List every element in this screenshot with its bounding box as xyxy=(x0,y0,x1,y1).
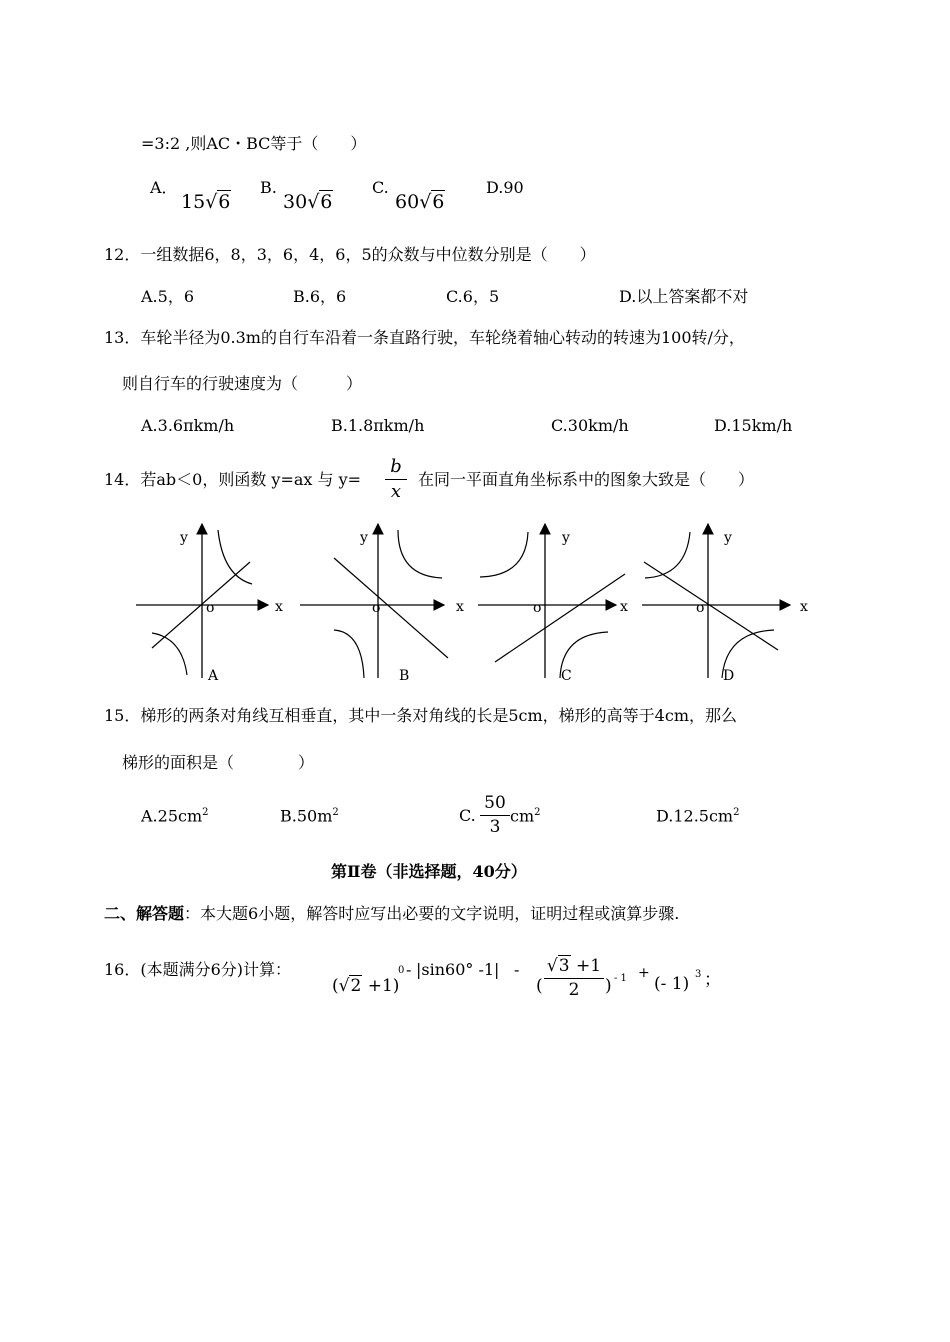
q13-option-b: B.1.8πkm/h xyxy=(331,416,425,435)
q12-stem: 12．一组数据6，8，3，6，4，6，5的众数与中位数分别是（ ） xyxy=(104,245,596,264)
graph-d-line xyxy=(644,562,778,650)
q11-option-d: D.90 xyxy=(486,178,524,197)
graph-c xyxy=(478,524,628,684)
graph-d-label: D xyxy=(723,668,735,684)
q11-option-a-value: 15√6 xyxy=(181,191,231,213)
graph-c-y-label: y xyxy=(562,530,570,546)
q16-expression xyxy=(332,958,732,1014)
graph-c-hyperbola-q2 xyxy=(480,532,528,577)
q16-minus-1: - xyxy=(406,960,412,979)
graph-b-hyperbola-q3 xyxy=(334,630,364,678)
q13-stem-line2: 则自行车的行驶速度为（ ） xyxy=(122,374,363,393)
graph-b-x-label: x xyxy=(456,599,464,615)
q11-option-b-value: 30√6 xyxy=(283,191,333,213)
graph-b-y-label: y xyxy=(360,530,368,546)
q11-option-c-value: 60√6 xyxy=(395,191,445,213)
graph-a-x-label: x xyxy=(275,599,283,615)
graph-d-origin-label: o xyxy=(696,600,705,616)
graph-d-y-label: y xyxy=(724,530,732,546)
q15-option-a: $A.25cm^2$ xyxy=(141,806,209,826)
q13-option-d: D.15km/h xyxy=(714,416,793,435)
graph-b xyxy=(300,524,464,684)
q16-term2-fraction: √3 +1 2 xyxy=(544,958,604,999)
graph-b-label: B xyxy=(399,668,410,684)
q14-fraction: b x xyxy=(385,458,407,501)
q12-option-b: B.6，6 xyxy=(293,287,347,306)
graph-b-hyperbola-q1 xyxy=(398,530,442,578)
section-2-title: 第Ⅱ卷（非选择题，40分） xyxy=(331,862,527,881)
graph-a-y-label: y xyxy=(180,530,188,546)
q14-stem-post: 在同一平面直角坐标系中的图象大致是（ ） xyxy=(418,470,755,489)
q13-option-c: C.30km/h xyxy=(551,416,629,435)
q13-option-a: A.3.6πkm/h xyxy=(141,416,235,435)
graph-d xyxy=(642,524,808,684)
q15-stem-line2: 梯形的面积是（ ） xyxy=(122,753,315,772)
q16-term2-exponent: - 1 xyxy=(614,973,627,984)
q16-end-punctuation: ； xyxy=(704,970,721,990)
q11-continuation: =3:2 ,则AC・BC等于（ ） xyxy=(141,134,367,153)
graph-a-label: A xyxy=(208,668,219,684)
graph-c-origin-label: o xyxy=(533,600,542,616)
q16-term1-exponent: 0 xyxy=(398,965,405,976)
q16-term3: (- 1) xyxy=(654,974,690,994)
q12-option-d: D.以上答案都不对 xyxy=(619,287,749,306)
q16-stem: 16．(本题满分6分)计算： xyxy=(104,960,292,979)
q16-term2-close: ) xyxy=(605,976,612,996)
q11-option-a-label: A． xyxy=(150,178,178,197)
graph-c-line xyxy=(495,574,625,662)
q16-plus: + xyxy=(638,965,650,981)
q15-option-d: $D.12.5cm^2$ xyxy=(656,806,740,826)
graph-a-hyperbola-q3 xyxy=(152,633,187,675)
graph-b-origin-label: o xyxy=(372,600,381,616)
graph-d-x-label: x xyxy=(800,599,808,615)
graph-d-hyperbola-q2 xyxy=(645,532,690,578)
q15-option-c-unit: $cm^2$ xyxy=(510,806,541,826)
graph-a-origin-label: o xyxy=(206,600,215,616)
section-2-instructions: 二、解答题：本大题6小题，解答时应写出必要的文字说明，证明过程或演算步骤. xyxy=(104,904,680,923)
q12-option-a: A.5，6 xyxy=(141,287,195,306)
q12-option-c: C.6，5 xyxy=(446,287,500,306)
q13-stem-line1: 13．车轮半径为0.3m的自行车沿着一条直路行驶，车轮绕着轴心转动的转速为100转/分， xyxy=(104,328,745,347)
q14-graphs xyxy=(130,518,810,688)
q14-stem-pre: 14．若ab＜0，则函数 y=ax 与 y= xyxy=(104,470,362,489)
q16-abs-term: |sin60° -1| xyxy=(416,960,500,979)
q15-option-c-label: C. xyxy=(459,806,476,825)
q15-stem-line1: 15．梯形的两条对角线互相垂直，其中一条对角线的长是5cm，梯形的高等于4cm，那么 xyxy=(104,706,737,725)
graph-c-label: C xyxy=(561,668,572,684)
q16-term2-open: ( xyxy=(536,976,543,996)
q16-minus-2: - xyxy=(514,960,520,979)
graph-a xyxy=(136,524,283,684)
graph-b-line xyxy=(334,558,448,658)
q15-option-b: $B.50m^2$ xyxy=(280,806,339,826)
q11-option-c-label: C. xyxy=(372,178,389,197)
q16-term3-exponent: 3 xyxy=(695,969,702,980)
q15-option-c-fraction: 50 3 xyxy=(480,795,510,836)
graph-c-x-label: x xyxy=(620,599,628,615)
q11-option-b-label: B. xyxy=(260,178,277,197)
q16-term1: (√2 +1) xyxy=(332,976,400,996)
